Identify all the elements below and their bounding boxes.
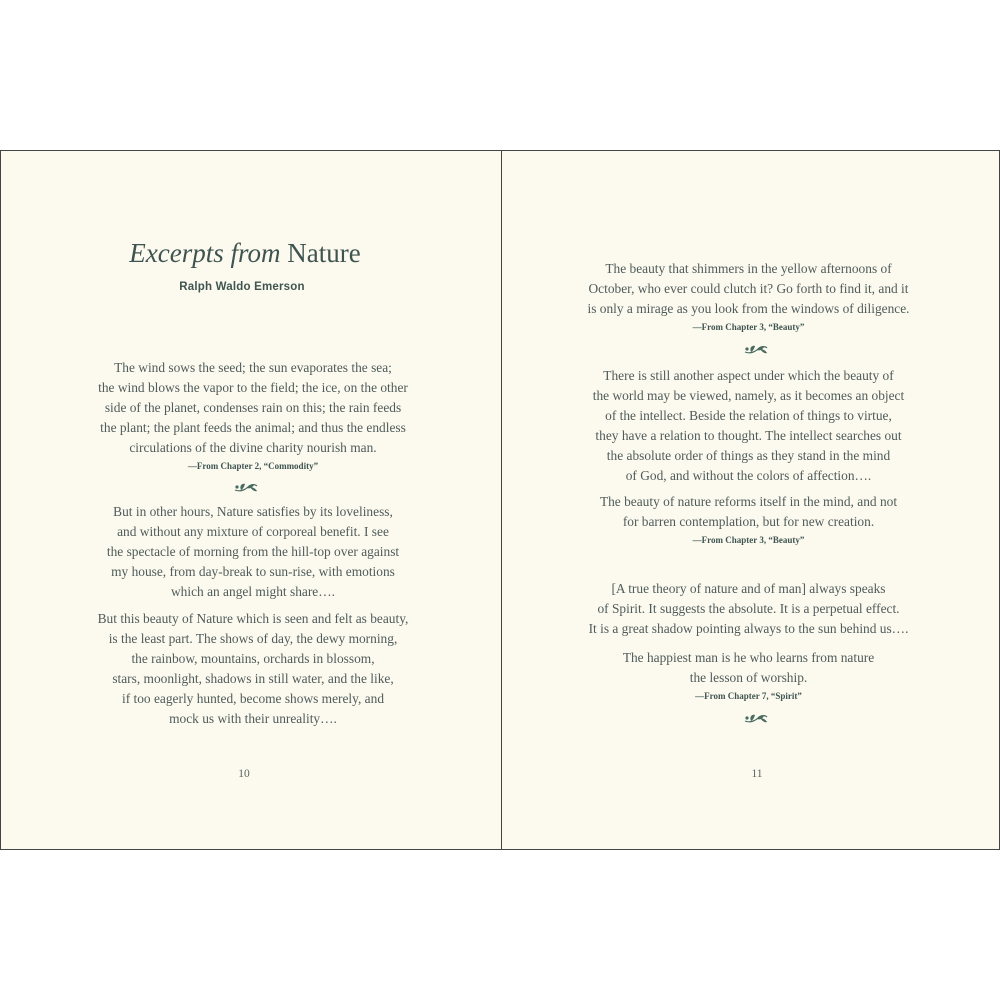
text-line: is the least part. The shows of day, the dewy morning,: [108, 631, 398, 646]
text-line: if too eagerly hunted, become shows merely, and: [121, 691, 385, 706]
leaf-ornament-icon: [233, 481, 259, 495]
page-number: 10: [238, 768, 250, 780]
text-line: mock us with their unreality….: [169, 711, 337, 726]
title-italic: Excerpts from: [129, 238, 281, 268]
text-line: they have a relation to thought. The intellect searches out: [595, 428, 902, 443]
text-line: stars, moonlight, shadows in still water, and the like,: [112, 671, 394, 686]
text-line: But this beauty of Nature which is seen and felt as beauty,: [97, 611, 409, 626]
text-line: and without any mixture of corporeal benefit. I see: [117, 524, 389, 539]
text-line: the world may be viewed, namely, as it becomes an object: [592, 388, 905, 403]
left-page: [1, 151, 500, 849]
page-title: [1, 235, 489, 271]
text-line: side of the planet, condenses rain on this; the rain feeds: [104, 400, 402, 415]
text-line: is only a mirage as you look from the windows of diligence.: [587, 301, 910, 316]
text-line: The happiest man is he who learns from nature: [622, 650, 875, 665]
leaf-ornament-icon: [743, 712, 769, 726]
passage-beauty-least: [1, 609, 500, 729]
text-line: the wind blows the vapor to the field; the ice, on the other: [98, 380, 408, 395]
text-line: of the intellect. Beside the relation of things to virtue,: [605, 408, 892, 423]
leaf-ornament-icon: [743, 343, 769, 357]
page-number: 11: [751, 768, 763, 780]
passage-intellect: [502, 366, 1000, 486]
text-line: It is a great shadow pointing always to the sun behind us….: [588, 621, 909, 636]
source-citation: —From Chapter 2, “Commodity”: [187, 461, 319, 471]
text-line: the lesson of worship.: [689, 670, 808, 685]
source-citation: —From Chapter 7, “Spirit”: [695, 691, 802, 701]
passage-shimmers: [502, 259, 1000, 334]
source-citation: —From Chapter 3, “Beauty”: [692, 535, 805, 545]
text-line: for barren contemplation, but for new creation.: [622, 514, 875, 529]
text-line: the plant; the plant feeds the animal; and thus the endless: [100, 420, 406, 435]
text-line: But in other hours, Nature satisfies by its loveliness,: [113, 504, 393, 519]
text-line: my house, from day-break to sun-rise, with emotions: [111, 564, 395, 579]
text-line: of Spirit. It suggests the absolute. It is a perpetual effect.: [597, 601, 900, 616]
text-line: [A true theory of nature and of man] always speaks: [611, 581, 886, 596]
passage-worship: [502, 648, 1000, 703]
title-plain: Nature: [287, 238, 361, 268]
text-line: circulations of the divine charity nourish man.: [129, 440, 377, 455]
passage-commodity: [1, 358, 500, 473]
source-citation: —From Chapter 3, “Beauty”: [692, 322, 805, 332]
right-page: [502, 151, 1000, 849]
text-line: of God, and without the colors of affection….: [625, 468, 872, 483]
passage-reforms: [502, 492, 1000, 547]
text-line: The beauty that shimmers in the yellow afternoons of: [605, 261, 892, 276]
author-name: Ralph Waldo Emerson: [179, 281, 305, 293]
text-line: which an angel might share….: [171, 584, 335, 599]
text-line: the spectacle of morning from the hill-top over against: [106, 544, 400, 559]
text-line: October, who ever could clutch it? Go forth to find it, and it: [588, 281, 909, 296]
text-line: the absolute order of things as they stand in the mind: [606, 448, 891, 463]
text-line: the rainbow, mountains, orchards in blossom,: [131, 651, 375, 666]
passage-spirit: [502, 579, 1000, 639]
passage-hours: [1, 502, 500, 602]
book-spread: [0, 150, 1000, 850]
text-line: The wind sows the seed; the sun evaporates the sea;: [114, 360, 392, 375]
text-line: There is still another aspect under which the beauty of: [603, 368, 894, 383]
text-line: The beauty of nature reforms itself in the mind, and not: [599, 494, 898, 509]
